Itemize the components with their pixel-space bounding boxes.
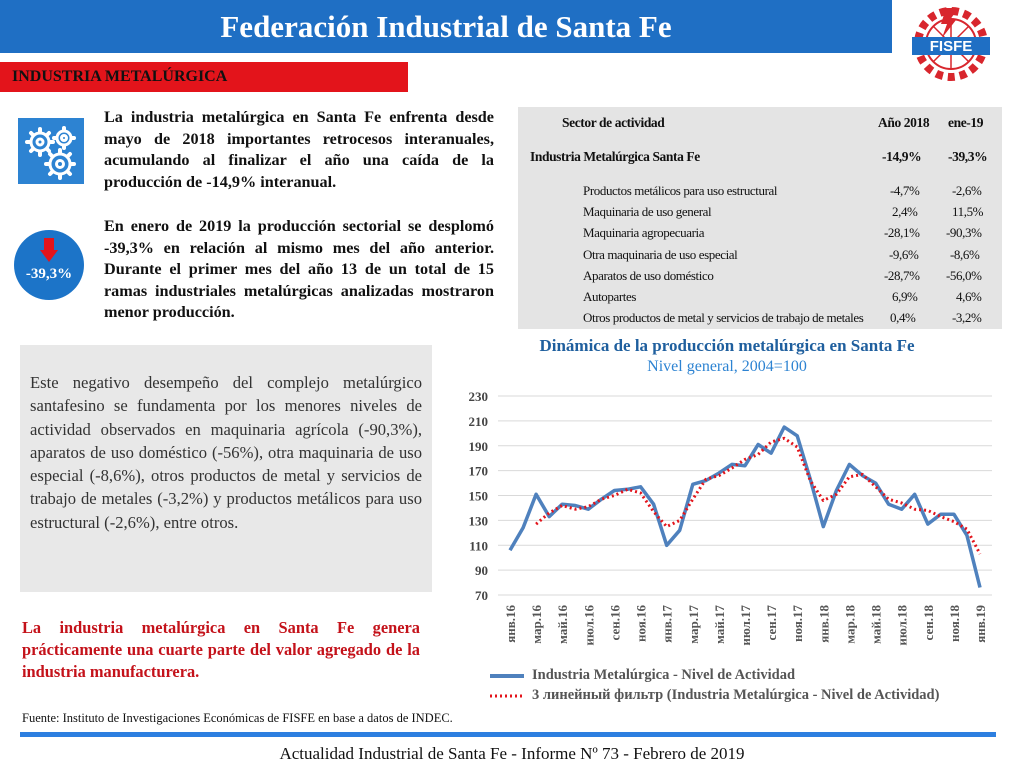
- x-tick-label: май.17: [711, 605, 727, 645]
- x-tick-label: янв.18: [816, 605, 832, 643]
- x-tick-label: сен.16: [607, 605, 623, 641]
- highlight-note: La industria metalúrgica en Santa Fe genera prácticamente una cuarte parte del valor agregado de la industria manufacturera.: [22, 618, 420, 681]
- line-chart: [440, 380, 1010, 670]
- x-tick-label: июл.16: [581, 605, 597, 646]
- x-tick-label: мар.17: [685, 605, 701, 644]
- table-total-2018: -14,9%: [882, 149, 922, 164]
- x-tick-label: янв.16: [503, 605, 518, 643]
- y-tick-label: 190: [468, 438, 488, 454]
- decline-badge: [14, 230, 84, 300]
- y-tick-label: 70: [475, 588, 488, 603]
- x-tick-label: сен.18: [920, 605, 936, 641]
- x-tick-label: ноя.17: [790, 605, 806, 643]
- title-bar: [0, 0, 892, 53]
- y-tick-label: 210: [468, 413, 488, 429]
- legend-label-actual: Industria Metalúrgica - Nivel de Actividad: [532, 667, 796, 683]
- legend-item-filter: [490, 687, 939, 704]
- x-tick-label: ноя.16: [633, 605, 649, 643]
- table-total-ene19: -39,3%: [948, 149, 988, 164]
- footer-text: Actualidad Industrial de Santa Fe - Informe Nº 73 - Febrero de 2019: [279, 744, 745, 763]
- logo-text: FISFE: [929, 38, 973, 55]
- table-total-name: Industria Metalúrgica Santa Fe: [530, 149, 700, 164]
- y-tick-label: 230: [468, 389, 488, 404]
- section-tag: [0, 62, 408, 92]
- legend-item-actual: [490, 667, 795, 684]
- table-header-sector: Sector de actividad: [562, 115, 665, 130]
- section-tag-label: INDUSTRIA METALÚRGICA: [12, 68, 228, 85]
- sector-table: Sector de actividad Año 2018 ene-19 Industria Metalúrgica Santa Fe -14,9% -39,3% Productos metálicos para uso estructural -4,7% -2,6% Maquinaria de uso general 2,4% 11,5% Maquinaria agropecuaria -28,1% -90,3% Otra maquinaria de uso especial -9,6% -8,6% Aparatos de uso doméstico -28,7% -56,0% Autopartes 6,9% 4,6% Otros productos de metal y servicios de trabajo de metales 0,4% -3,2%: [518, 107, 1002, 329]
- x-tick-label: май.16: [555, 605, 571, 645]
- chart-subtitle: Nivel general, 2004=100: [647, 358, 807, 375]
- analysis-box: [20, 345, 432, 592]
- y-tick-label: 170: [468, 463, 488, 479]
- y-tick-label: 110: [469, 538, 488, 554]
- down-arrow-icon: [40, 238, 58, 262]
- x-tick-label: сен.17: [764, 605, 780, 641]
- table-header-ene19: ene-19: [948, 115, 984, 130]
- legend-label-filter: 3 линейный фильтр (Industria Metalúrgica - Nivel de Actividad): [532, 687, 940, 703]
- x-tick-label: май.18: [868, 605, 884, 645]
- y-tick-label: 90: [475, 563, 488, 579]
- x-tick-label: июл.17: [738, 605, 753, 646]
- january-paragraph: En enero de 2019 la producción sectorial se desplomó -39,3% en relación al mismo mes del año anterior. Durante el primer mes del año 13 de un total de 15 ramas industriales metalúrgicas analizadas mostraron menor producción.: [104, 217, 494, 321]
- source-note: Fuente: Instituto de Investigaciones Económicas de FISFE en base a datos de INDEC.: [22, 711, 453, 725]
- gears-icon: [18, 118, 84, 184]
- bottom-divider: [20, 732, 996, 737]
- x-tick-label: мар.16: [529, 605, 545, 644]
- x-tick-label: ноя.18: [946, 605, 962, 643]
- fisfe-logo: [906, 4, 996, 84]
- y-tick-label: 130: [468, 513, 488, 529]
- analysis-text: Este negativo desempeño del complejo metalúrgico santafesino se fundamenta por los menores niveles de actividad observados en maquinaria agrícola (-90,3%), aparatos de uso doméstico (-56%), otra maquinaria de uso especial (-8,6%), otros productos de metal y servicios de trabajo de metales (-3,2%) y productos metálicos para uso estructural (-2,6%), entre otros.: [30, 373, 422, 532]
- chart-title: Dinámica de la producción metalúrgica en Santa Fe: [539, 336, 915, 355]
- table-header-2018: Año 2018: [878, 115, 930, 130]
- badge-value: -39,3%: [25, 266, 73, 282]
- x-tick-label: июл.18: [894, 605, 910, 646]
- x-tick-label: янв.17: [659, 605, 675, 643]
- y-tick-label: 150: [468, 488, 488, 504]
- intro-paragraph: La industria metalúrgica en Santa Fe enfrenta desde mayo de 2018 importantes retrocesos interanuales, acumulando al finalizar el año una caída de la producción de -14,9% interanual.: [104, 108, 494, 191]
- legend-solid-line-icon: [490, 671, 524, 681]
- page-title: Federación Industrial de Santa Fe: [220, 8, 672, 44]
- legend-dotted-line-icon: [490, 691, 524, 701]
- x-tick-label: мар.18: [842, 605, 858, 644]
- x-tick-label: янв.19: [973, 605, 988, 643]
